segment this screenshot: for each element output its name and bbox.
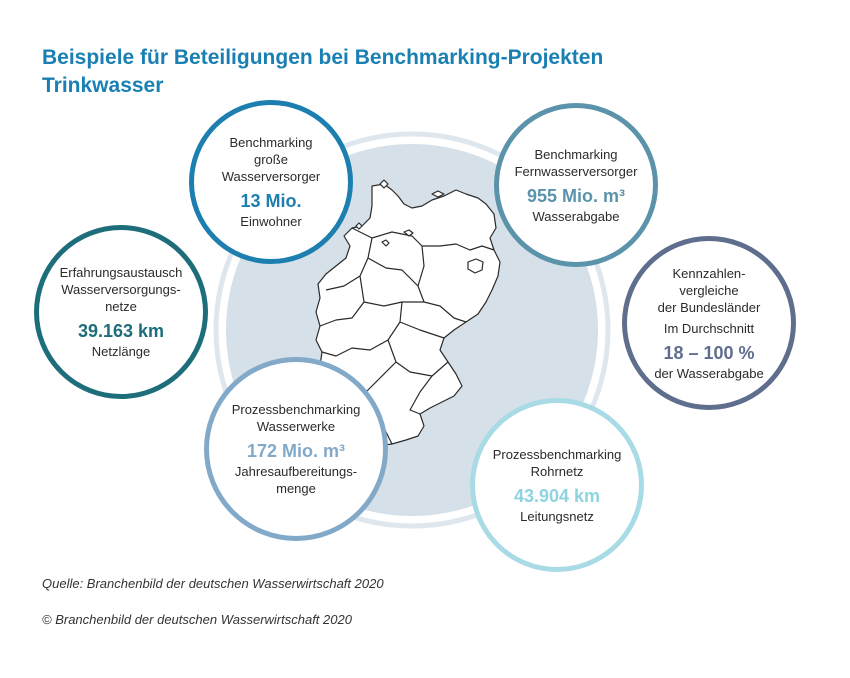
bubble-prozessbenchmarking-wasserwerke bbox=[204, 357, 388, 541]
bubble-label bbox=[658, 265, 761, 337]
bubble-label-line: Benchmarking bbox=[229, 135, 313, 150]
copyright-note: © Branchenbild der deutschen Wasserwirtschaft 2020 bbox=[42, 612, 352, 627]
bubble-value: 39.163 km bbox=[77, 321, 165, 341]
bubble-label-line: Wasserwerke bbox=[256, 419, 336, 434]
bubble-value: 172 Mio. m³ bbox=[246, 441, 346, 461]
bubble-benchmarking-grosse-versorger bbox=[189, 100, 353, 264]
bubble-label bbox=[222, 134, 320, 185]
bubble-label-line: Prozessbenchmarking bbox=[231, 402, 361, 417]
bubble-erfahrungsaustausch bbox=[34, 225, 208, 399]
bubble-value: 18 – 100 % bbox=[663, 342, 755, 363]
title-line-1: Beispiele für Beteiligungen bei Benchmarking-Projekten bbox=[42, 46, 604, 69]
bubble-value: 13 Mio. bbox=[240, 191, 302, 211]
bubble-unit: der Wasserabgabe bbox=[654, 365, 764, 381]
bubble-label bbox=[60, 264, 183, 315]
berlin bbox=[468, 259, 483, 273]
source-note: Quelle: Branchenbild der deutschen Wasserwirtschaft 2020 bbox=[42, 576, 384, 591]
bubble-label-line: vergleiche bbox=[679, 282, 739, 298]
bubble-label-line: große bbox=[254, 152, 288, 167]
bubble-label-line: Wasserversorger bbox=[221, 169, 321, 184]
bubble-label bbox=[515, 146, 638, 180]
bubble-label-line: Rohrnetz bbox=[530, 463, 584, 479]
bubble-kennzahlenvergleiche bbox=[622, 236, 796, 410]
bubble-label bbox=[232, 401, 361, 435]
bubble-label-line: der Bundesländer bbox=[657, 299, 761, 315]
bubble-label-line: Erfahrungsaustausch bbox=[59, 265, 183, 280]
bubble-unit: Jahresaufbereitungs- menge bbox=[234, 464, 358, 496]
bubble-unit: Wasserabgabe bbox=[532, 208, 620, 224]
bubble-label-line: Prozessbenchmarking bbox=[492, 446, 622, 462]
bubble-label-line: Im Durchschnitt bbox=[663, 320, 755, 336]
bubble-label-line: Kennzahlen- bbox=[672, 265, 746, 281]
bubble-label bbox=[493, 446, 622, 480]
bubble-label-line: Wasserversorgungs- bbox=[61, 282, 181, 297]
title-line-2: Trinkwasser bbox=[42, 74, 164, 97]
bubble-benchmarking-fernwasserversorger bbox=[494, 103, 658, 267]
bubble-label-line: netze bbox=[105, 299, 137, 314]
bubble-label-line: Benchmarking bbox=[534, 146, 618, 162]
bubble-unit: Leitungsnetz bbox=[520, 508, 594, 524]
bubble-value: 955 Mio. m³ bbox=[526, 185, 626, 206]
bubble-prozessbenchmarking-rohrnetz bbox=[470, 398, 644, 572]
bubble-unit: Netzlänge bbox=[91, 344, 151, 359]
bubble-unit: Einwohner bbox=[240, 214, 302, 229]
bubble-value: 43.904 km bbox=[513, 485, 601, 506]
bubble-label-line: Fernwasserversorger bbox=[514, 163, 638, 179]
